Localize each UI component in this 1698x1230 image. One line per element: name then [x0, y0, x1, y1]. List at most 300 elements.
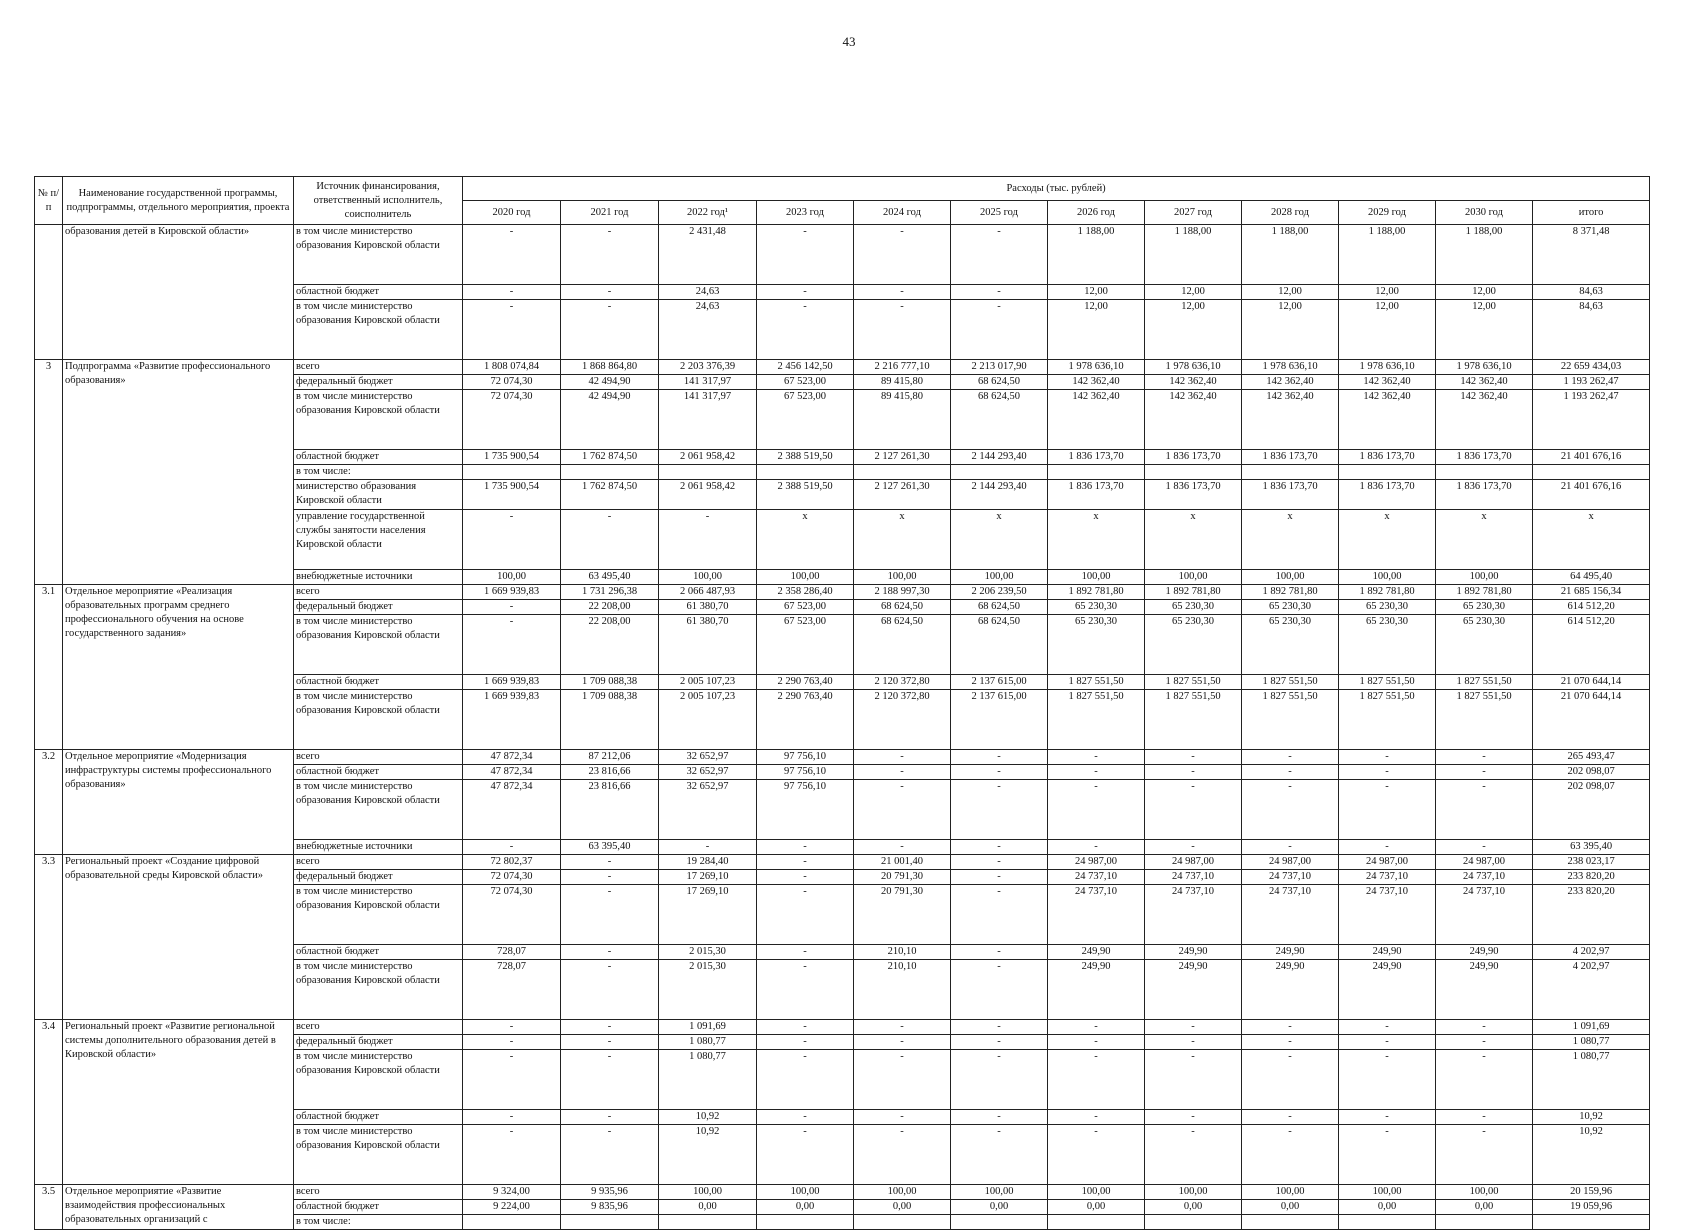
amount-cell: 24 737,10 — [1436, 870, 1533, 885]
amount-cell: 1 827 551,50 — [1242, 690, 1339, 750]
amount-cell: 12,00 — [1436, 285, 1533, 300]
amount-cell: 141 317,97 — [659, 375, 757, 390]
total-cell: 20 159,96 — [1533, 1185, 1650, 1200]
amount-cell: - — [1048, 765, 1145, 780]
amount-cell: - — [951, 855, 1048, 870]
amount-cell: 1 836 173,70 — [1436, 450, 1533, 465]
amount-cell: 1 978 636,10 — [1242, 360, 1339, 375]
total-cell: 21 401 676,16 — [1533, 480, 1650, 510]
funding-source: в том числе министерство образования Кировской области — [294, 225, 463, 285]
amount-cell: 0,00 — [854, 1200, 951, 1215]
amount-cell: - — [757, 1050, 854, 1110]
funding-source: в том числе министерство образования Кировской области — [294, 300, 463, 360]
amount-cell: - — [757, 945, 854, 960]
amount-cell: 72 802,37 — [463, 855, 561, 870]
amount-cell: - — [757, 225, 854, 285]
amount-cell: - — [463, 1020, 561, 1035]
amount-cell: 1 892 781,80 — [1145, 585, 1242, 600]
header-year: 2021 год — [561, 201, 659, 225]
amount-cell: - — [1145, 1110, 1242, 1125]
amount-cell: 2 127 261,30 — [854, 480, 951, 510]
amount-cell: 72 074,30 — [463, 870, 561, 885]
item-number: 3 — [35, 360, 63, 585]
amount-cell: 1 669 939,83 — [463, 690, 561, 750]
amount-cell: 1 892 781,80 — [1436, 585, 1533, 600]
amount-cell: - — [463, 600, 561, 615]
amount-cell: 142 362,40 — [1145, 375, 1242, 390]
amount-cell: - — [757, 1035, 854, 1050]
total-cell: 10,92 — [1533, 1110, 1650, 1125]
amount-cell: 17 269,10 — [659, 885, 757, 945]
amount-cell: - — [951, 765, 1048, 780]
amount-cell: - — [951, 1020, 1048, 1035]
amount-cell: 100,00 — [1436, 1185, 1533, 1200]
amount-cell: 12,00 — [1048, 285, 1145, 300]
funding-source: всего — [294, 1020, 463, 1035]
amount-cell: 67 523,00 — [757, 615, 854, 675]
table-row — [35, 750, 1650, 765]
amount-cell: 97 756,10 — [757, 780, 854, 840]
amount-cell: 24 737,10 — [1145, 885, 1242, 945]
header-year: 2020 год — [463, 201, 561, 225]
table-row — [35, 1020, 1650, 1035]
total-cell: 22 659 434,03 — [1533, 360, 1650, 375]
amount-cell: 1 868 864,80 — [561, 360, 659, 375]
amount-cell: 249,90 — [1145, 960, 1242, 1020]
amount-cell: 1 188,00 — [1242, 225, 1339, 285]
amount-cell: 2 290 763,40 — [757, 675, 854, 690]
amount-cell: 12,00 — [1242, 300, 1339, 360]
amount-cell: 1 836 173,70 — [1436, 480, 1533, 510]
amount-cell: 100,00 — [757, 570, 854, 585]
funding-source: федеральный бюджет — [294, 1035, 463, 1050]
amount-cell: 1 978 636,10 — [1145, 360, 1242, 375]
amount-cell: 142 362,40 — [1242, 375, 1339, 390]
amount-cell: 12,00 — [1339, 285, 1436, 300]
header-year: 2024 год — [854, 201, 951, 225]
amount-cell: 24 737,10 — [1048, 885, 1145, 945]
amount-cell: 2 127 261,30 — [854, 450, 951, 465]
amount-cell: 1 978 636,10 — [1339, 360, 1436, 375]
amount-cell: - — [951, 840, 1048, 855]
amount-cell — [659, 1215, 757, 1230]
amount-cell: - — [561, 1020, 659, 1035]
amount-cell: - — [854, 1035, 951, 1050]
amount-cell: 1 827 551,50 — [1436, 690, 1533, 750]
amount-cell: - — [1242, 1110, 1339, 1125]
amount-cell: 2 388 519,50 — [757, 480, 854, 510]
amount-cell: 2 015,30 — [659, 960, 757, 1020]
amount-cell: - — [1048, 1110, 1145, 1125]
amount-cell: 1 827 551,50 — [1048, 690, 1145, 750]
amount-cell: 100,00 — [951, 570, 1048, 585]
amount-cell: 2 061 958,42 — [659, 450, 757, 465]
amount-cell: 1 827 551,50 — [1436, 675, 1533, 690]
funding-source: областной бюджет — [294, 1110, 463, 1125]
amount-cell: - — [1436, 1125, 1533, 1185]
amount-cell: 68 624,50 — [951, 390, 1048, 450]
amount-cell: - — [1242, 1020, 1339, 1035]
amount-cell: 142 362,40 — [1145, 390, 1242, 450]
amount-cell: - — [561, 510, 659, 570]
amount-cell: 1 080,77 — [659, 1050, 757, 1110]
amount-cell: 89 415,80 — [854, 390, 951, 450]
amount-cell: 142 362,40 — [1436, 375, 1533, 390]
total-cell: 64 495,40 — [1533, 570, 1650, 585]
amount-cell: 47 872,34 — [463, 765, 561, 780]
total-cell: 84,63 — [1533, 285, 1650, 300]
amount-cell: 2 061 958,42 — [659, 480, 757, 510]
amount-cell: - — [561, 885, 659, 945]
funding-source: в том числе министерство образования Кировской области — [294, 615, 463, 675]
header-number: № п/п — [35, 177, 63, 225]
amount-cell: - — [951, 1110, 1048, 1125]
amount-cell: 1 978 636,10 — [1048, 360, 1145, 375]
amount-cell: 728,07 — [463, 960, 561, 1020]
amount-cell: - — [1242, 1035, 1339, 1050]
amount-cell: x — [854, 510, 951, 570]
table-row — [35, 360, 1650, 375]
funding-source: всего — [294, 360, 463, 375]
amount-cell: 1 827 551,50 — [1145, 690, 1242, 750]
amount-cell: 100,00 — [1145, 570, 1242, 585]
amount-cell — [1436, 1215, 1533, 1230]
amount-cell: 1 735 900,54 — [463, 450, 561, 465]
amount-cell: - — [463, 300, 561, 360]
amount-cell: - — [757, 855, 854, 870]
funding-source: областной бюджет — [294, 675, 463, 690]
amount-cell: - — [854, 1020, 951, 1035]
amount-cell: - — [1242, 765, 1339, 780]
amount-cell: 2 005 107,23 — [659, 675, 757, 690]
funding-source: областной бюджет — [294, 945, 463, 960]
amount-cell — [1242, 1215, 1339, 1230]
amount-cell: - — [854, 840, 951, 855]
amount-cell: - — [757, 960, 854, 1020]
amount-cell: 2 066 487,93 — [659, 585, 757, 600]
amount-cell: 100,00 — [1339, 570, 1436, 585]
amount-cell: 2 137 615,00 — [951, 690, 1048, 750]
amount-cell: 12,00 — [1048, 300, 1145, 360]
total-cell: 21 070 644,14 — [1533, 690, 1650, 750]
amount-cell: 65 230,30 — [1048, 600, 1145, 615]
item-number: 3.4 — [35, 1020, 63, 1185]
amount-cell: 1 709 088,38 — [561, 690, 659, 750]
budget-table — [34, 176, 1650, 1230]
amount-cell: 24 987,00 — [1242, 855, 1339, 870]
amount-cell: 0,00 — [951, 1200, 1048, 1215]
amount-cell: 32 652,97 — [659, 765, 757, 780]
amount-cell — [561, 1215, 659, 1230]
total-cell: 21 070 644,14 — [1533, 675, 1650, 690]
amount-cell: - — [561, 1050, 659, 1110]
amount-cell: - — [561, 285, 659, 300]
table-row — [35, 855, 1650, 870]
amount-cell: 1 836 173,70 — [1242, 480, 1339, 510]
amount-cell: 1 188,00 — [1339, 225, 1436, 285]
table-row — [35, 225, 1650, 285]
amount-cell: 68 624,50 — [854, 615, 951, 675]
item-name: образования детей в Кировской области» — [63, 225, 294, 360]
amount-cell: - — [854, 780, 951, 840]
amount-cell: 87 212,06 — [561, 750, 659, 765]
amount-cell: x — [1436, 510, 1533, 570]
amount-cell: 47 872,34 — [463, 750, 561, 765]
amount-cell: 20 791,30 — [854, 870, 951, 885]
amount-cell: - — [854, 765, 951, 780]
amount-cell: 1 836 173,70 — [1339, 480, 1436, 510]
item-number: 3.3 — [35, 855, 63, 1020]
amount-cell: 1 669 939,83 — [463, 675, 561, 690]
amount-cell: - — [1339, 780, 1436, 840]
amount-cell: 24 737,10 — [1242, 885, 1339, 945]
amount-cell: - — [1048, 780, 1145, 840]
amount-cell: 24 987,00 — [1339, 855, 1436, 870]
page-number: 43 — [842, 34, 856, 49]
amount-cell: 100,00 — [1048, 1185, 1145, 1200]
amount-cell — [1145, 465, 1242, 480]
amount-cell — [854, 465, 951, 480]
funding-source: федеральный бюджет — [294, 870, 463, 885]
amount-cell: 21 001,40 — [854, 855, 951, 870]
header-year: 2023 год — [757, 201, 854, 225]
amount-cell: - — [757, 1125, 854, 1185]
funding-source: в том числе министерство образования Кировской области — [294, 1125, 463, 1185]
amount-cell: 61 380,70 — [659, 600, 757, 615]
amount-cell: 2 120 372,80 — [854, 690, 951, 750]
amount-cell: 20 791,30 — [854, 885, 951, 945]
amount-cell: - — [1145, 765, 1242, 780]
amount-cell: - — [463, 225, 561, 285]
amount-cell: 1 892 781,80 — [1048, 585, 1145, 600]
funding-source: областной бюджет — [294, 450, 463, 465]
amount-cell: - — [854, 1050, 951, 1110]
amount-cell: 100,00 — [757, 1185, 854, 1200]
amount-cell: 32 652,97 — [659, 750, 757, 765]
amount-cell: 141 317,97 — [659, 390, 757, 450]
header-year: 2028 год — [1242, 201, 1339, 225]
amount-cell: 2 203 376,39 — [659, 360, 757, 375]
amount-cell: 1 731 296,38 — [561, 585, 659, 600]
amount-cell — [1048, 465, 1145, 480]
item-number: 3.1 — [35, 585, 63, 750]
amount-cell: 1 188,00 — [1145, 225, 1242, 285]
amount-cell: - — [1145, 750, 1242, 765]
amount-cell: - — [951, 1035, 1048, 1050]
amount-cell: - — [561, 870, 659, 885]
total-cell: 84,63 — [1533, 300, 1650, 360]
amount-cell: 2 388 519,50 — [757, 450, 854, 465]
amount-cell: 2 188 997,30 — [854, 585, 951, 600]
amount-cell — [659, 465, 757, 480]
amount-cell: 12,00 — [1436, 300, 1533, 360]
amount-cell — [1436, 465, 1533, 480]
amount-cell — [463, 465, 561, 480]
amount-cell: 100,00 — [1436, 570, 1533, 585]
amount-cell: 47 872,34 — [463, 780, 561, 840]
amount-cell: - — [951, 960, 1048, 1020]
amount-cell: - — [1436, 840, 1533, 855]
amount-cell: 10,92 — [659, 1110, 757, 1125]
amount-cell: - — [1242, 840, 1339, 855]
amount-cell: - — [1436, 1110, 1533, 1125]
amount-cell: x — [1242, 510, 1339, 570]
funding-source: в том числе министерство образования Кировской области — [294, 1050, 463, 1110]
amount-cell: 72 074,30 — [463, 885, 561, 945]
amount-cell: 24,63 — [659, 285, 757, 300]
amount-cell: - — [561, 1110, 659, 1125]
amount-cell: 65 230,30 — [1436, 600, 1533, 615]
funding-source: внебюджетные источники — [294, 570, 463, 585]
amount-cell: 1 978 636,10 — [1436, 360, 1533, 375]
amount-cell: 9 324,00 — [463, 1185, 561, 1200]
total-cell: 1 091,69 — [1533, 1020, 1650, 1035]
amount-cell: 24 737,10 — [1339, 870, 1436, 885]
amount-cell: - — [854, 750, 951, 765]
amount-cell: 1 892 781,80 — [1242, 585, 1339, 600]
amount-cell: - — [1242, 1050, 1339, 1110]
amount-cell: 24 737,10 — [1145, 870, 1242, 885]
amount-cell: 0,00 — [659, 1200, 757, 1215]
header-year: итого — [1533, 201, 1650, 225]
amount-cell: 65 230,30 — [1242, 615, 1339, 675]
amount-cell: - — [1339, 765, 1436, 780]
amount-cell: 1 836 173,70 — [1242, 450, 1339, 465]
amount-cell: 249,90 — [1436, 960, 1533, 1020]
amount-cell — [561, 465, 659, 480]
amount-cell: 97 756,10 — [757, 750, 854, 765]
amount-cell: - — [1242, 1125, 1339, 1185]
amount-cell — [757, 1215, 854, 1230]
amount-cell: - — [561, 1035, 659, 1050]
amount-cell: 2 005 107,23 — [659, 690, 757, 750]
amount-cell — [1242, 465, 1339, 480]
amount-cell: 249,90 — [1339, 960, 1436, 1020]
funding-source: областной бюджет — [294, 285, 463, 300]
amount-cell: 24 987,00 — [1145, 855, 1242, 870]
amount-cell: 249,90 — [1436, 945, 1533, 960]
amount-cell: 9 835,96 — [561, 1200, 659, 1215]
amount-cell: 67 523,00 — [757, 390, 854, 450]
amount-cell: 1 827 551,50 — [1339, 675, 1436, 690]
amount-cell: 67 523,00 — [757, 600, 854, 615]
amount-cell: 12,00 — [1242, 285, 1339, 300]
amount-cell: 0,00 — [1339, 1200, 1436, 1215]
amount-cell: 72 074,30 — [463, 375, 561, 390]
funding-source: всего — [294, 750, 463, 765]
amount-cell — [463, 1215, 561, 1230]
amount-cell: - — [1339, 1050, 1436, 1110]
amount-cell: 24 987,00 — [1048, 855, 1145, 870]
total-cell: 19 059,96 — [1533, 1200, 1650, 1215]
total-cell — [1533, 465, 1650, 480]
amount-cell: 19 284,40 — [659, 855, 757, 870]
amount-cell: 68 624,50 — [854, 600, 951, 615]
amount-cell: - — [1436, 780, 1533, 840]
amount-cell: - — [757, 840, 854, 855]
amount-cell: - — [757, 1020, 854, 1035]
amount-cell: 1 836 173,70 — [1339, 450, 1436, 465]
amount-cell: - — [463, 1110, 561, 1125]
total-cell: 202 098,07 — [1533, 780, 1650, 840]
amount-cell: 249,90 — [1145, 945, 1242, 960]
amount-cell: 1 091,69 — [659, 1020, 757, 1035]
amount-cell — [757, 465, 854, 480]
amount-cell: - — [854, 1110, 951, 1125]
amount-cell: - — [561, 945, 659, 960]
total-cell: 4 202,97 — [1533, 960, 1650, 1020]
amount-cell: 42 494,90 — [561, 375, 659, 390]
amount-cell: - — [757, 885, 854, 945]
amount-cell: 1 836 173,70 — [1048, 450, 1145, 465]
amount-cell: - — [951, 945, 1048, 960]
amount-cell: 65 230,30 — [1339, 615, 1436, 675]
amount-cell: 2 213 017,90 — [951, 360, 1048, 375]
amount-cell: - — [463, 285, 561, 300]
amount-cell: 1 709 088,38 — [561, 675, 659, 690]
amount-cell: 249,90 — [1242, 960, 1339, 1020]
amount-cell: 23 816,66 — [561, 780, 659, 840]
amount-cell: 24 737,10 — [1436, 885, 1533, 945]
amount-cell: 1 827 551,50 — [1048, 675, 1145, 690]
amount-cell: 65 230,30 — [1145, 600, 1242, 615]
amount-cell: - — [1339, 1035, 1436, 1050]
header-year: 2030 год — [1436, 201, 1533, 225]
amount-cell: - — [1145, 1050, 1242, 1110]
amount-cell: x — [1145, 510, 1242, 570]
amount-cell: 100,00 — [951, 1185, 1048, 1200]
total-cell: 1 080,77 — [1533, 1035, 1650, 1050]
budget-table-sheet — [34, 176, 1650, 1230]
funding-source: в том числе: — [294, 1215, 463, 1230]
amount-cell: 0,00 — [1145, 1200, 1242, 1215]
total-cell: x — [1533, 510, 1650, 570]
header-expenses: Расходы (тыс. рублей) — [463, 177, 1650, 201]
amount-cell: 2 216 777,10 — [854, 360, 951, 375]
total-cell: 233 820,20 — [1533, 870, 1650, 885]
total-cell: 21 685 156,34 — [1533, 585, 1650, 600]
amount-cell: 2 120 372,80 — [854, 675, 951, 690]
amount-cell: 142 362,40 — [1242, 390, 1339, 450]
amount-cell: 24,63 — [659, 300, 757, 360]
amount-cell: - — [854, 300, 951, 360]
amount-cell: - — [1145, 1125, 1242, 1185]
amount-cell: - — [463, 615, 561, 675]
amount-cell: - — [463, 1035, 561, 1050]
funding-source: всего — [294, 585, 463, 600]
amount-cell: 89 415,80 — [854, 375, 951, 390]
amount-cell: - — [561, 225, 659, 285]
item-number: 3.2 — [35, 750, 63, 855]
funding-source: областной бюджет — [294, 1200, 463, 1215]
amount-cell: 68 624,50 — [951, 615, 1048, 675]
amount-cell: - — [1339, 1110, 1436, 1125]
amount-cell: - — [951, 885, 1048, 945]
amount-cell: 249,90 — [1048, 945, 1145, 960]
amount-cell: 210,10 — [854, 960, 951, 1020]
amount-cell: 17 269,10 — [659, 870, 757, 885]
amount-cell — [951, 1215, 1048, 1230]
amount-cell: 249,90 — [1048, 960, 1145, 1020]
item-name: Региональный проект «Развитие региональной системы дополнительного образования детей в Кировской области» — [63, 1020, 294, 1185]
amount-cell: 249,90 — [1242, 945, 1339, 960]
amount-cell: 1 827 551,50 — [1145, 675, 1242, 690]
total-cell: 1 193 262,47 — [1533, 375, 1650, 390]
amount-cell: 72 074,30 — [463, 390, 561, 450]
amount-cell: 1 892 781,80 — [1339, 585, 1436, 600]
amount-cell: - — [1145, 840, 1242, 855]
funding-source: всего — [294, 1185, 463, 1200]
